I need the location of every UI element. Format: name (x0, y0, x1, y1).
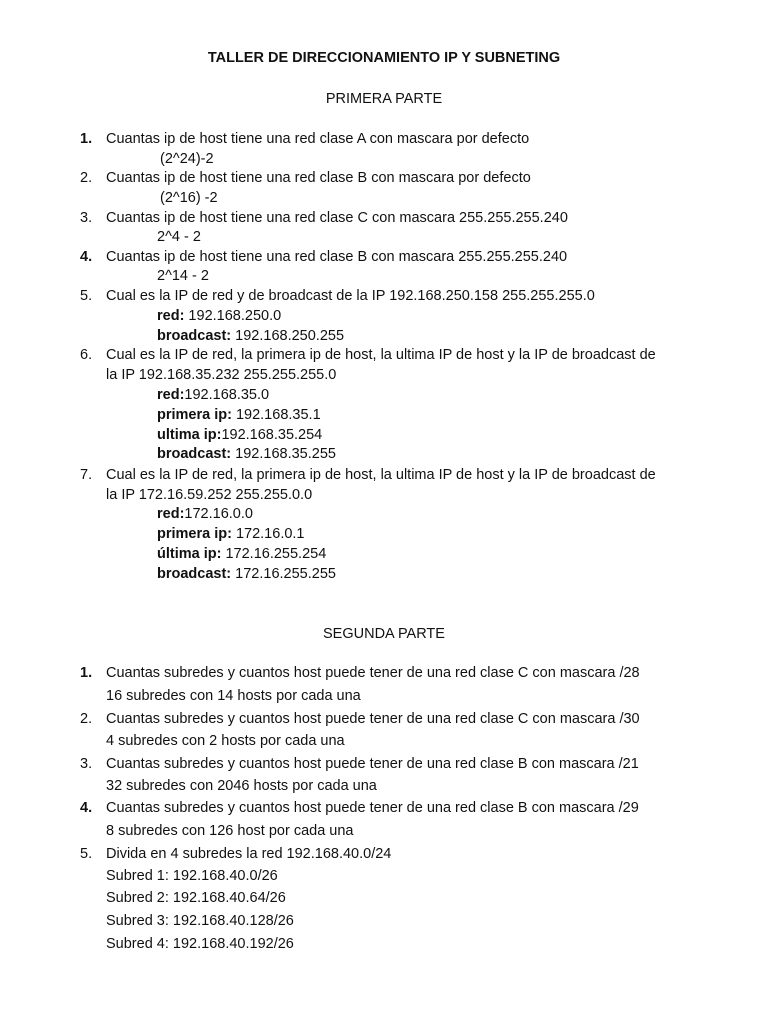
p1-q1-text: Cuantas ip de host tiene una red clase A con mascara por defecto (106, 131, 530, 147)
ultima-ip-value: 172.16.255.254 (221, 546, 327, 562)
p1-q2-text: Cuantas ip de host tiene una red clase B con mascara por defecto (106, 170, 531, 186)
p1-q1-answer: (2^24)-2 (160, 151, 214, 167)
p2-q1-number: 1. (80, 665, 93, 681)
p2-q5-number: 5. (80, 846, 93, 862)
p1-q6-primera-line (157, 407, 321, 423)
red-value: 172.16.0.0 (184, 506, 253, 522)
p1-q6-text-line2: la IP 192.168.35.232 255.255.255.0 (106, 367, 337, 383)
red-label: red: (157, 506, 185, 522)
primera-ip-label: primera ip: (157, 526, 232, 542)
p1-q6-text-line1: Cual es la IP de red, la primera ip de host, la ultima IP de host y la IP de broadcast de (106, 347, 656, 363)
primera-ip-label: primera ip: (157, 407, 232, 423)
p1-q2-answer: (2^16) -2 (160, 190, 218, 206)
p1-q6-number: 6. (80, 347, 93, 363)
ultima-ip-label: ultima ip: (157, 427, 222, 443)
p2-q3-number: 3. (80, 756, 93, 772)
p2-q2-text: Cuantas subredes y cuantos host puede tener de una red clase C con mascara /30 (106, 711, 640, 727)
broadcast-label: broadcast: (157, 328, 232, 344)
p1-q5-red-line (157, 308, 281, 324)
p1-q3-number: 3. (80, 210, 93, 226)
p2-q4-number: 4. (80, 800, 93, 816)
red-value: 192.168.35.0 (184, 387, 270, 403)
p1-q7-ultima-line (157, 546, 326, 562)
p1-q7-broadcast-line (157, 566, 336, 582)
broadcast-value: 192.168.250.255 (231, 328, 345, 344)
p1-q4-number: 4. (80, 249, 93, 265)
broadcast-label: broadcast: (157, 446, 232, 462)
ultima-ip-label: última ip: (157, 546, 222, 562)
p1-q7-red-line (157, 506, 253, 522)
p2-q5-subred2: Subred 2: 192.168.40.64/26 (106, 890, 286, 906)
p2-q2-number: 2. (80, 711, 93, 727)
broadcast-value: 192.168.35.255 (231, 446, 336, 462)
document-title: TALLER DE DIRECCIONAMIENTO IP Y SUBNETING (207, 50, 561, 66)
p1-q5-text: Cual es la IP de red y de broadcast de la IP 192.168.250.158 255.255.255.0 (106, 288, 595, 304)
part1-heading: PRIMERA PARTE (325, 91, 443, 107)
red-value: 192.168.250.0 (184, 308, 282, 324)
broadcast-value: 172.16.255.255 (231, 566, 336, 582)
p2-q1-answer: 16 subredes con 14 hosts por cada una (106, 688, 361, 704)
p1-q5-broadcast-line (157, 328, 344, 344)
p2-q5-subred3: Subred 3: 192.168.40.128/26 (106, 913, 294, 929)
part2-heading: SEGUNDA PARTE (323, 626, 445, 642)
p1-q7-text-line1: Cual es la IP de red, la primera ip de host, la ultima IP de host y la IP de broadcast de (106, 467, 656, 483)
broadcast-label: broadcast: (157, 566, 232, 582)
p1-q7-text-line2: la IP 172.16.59.252 255.255.0.0 (106, 487, 313, 503)
p2-q5-subred1: Subred 1: 192.168.40.0/26 (106, 868, 278, 884)
p1-q6-ultima-line (157, 427, 322, 443)
p1-q6-red-line (157, 387, 269, 403)
p1-q5-number: 5. (80, 288, 93, 304)
p1-q6-broadcast-line (157, 446, 336, 462)
p1-q1-number: 1. (80, 131, 93, 147)
p1-q2-number: 2. (80, 170, 93, 186)
p2-q1-text: Cuantas subredes y cuantos host puede tener de una red clase C con mascara /28 (106, 665, 640, 681)
p1-q3-text: Cuantas ip de host tiene una red clase C con mascara 255.255.255.240 (106, 210, 568, 226)
p2-q4-text: Cuantas subredes y cuantos host puede tener de una red clase B con mascara /29 (106, 800, 639, 816)
p1-q7-number: 7. (80, 467, 93, 483)
p2-q5-subred4: Subred 4: 192.168.40.192/26 (106, 936, 294, 952)
p1-q7-primera-line (157, 526, 305, 542)
p2-q5-text: Divida en 4 subredes la red 192.168.40.0/24 (106, 846, 392, 862)
p1-q3-answer: 2^4 - 2 (157, 229, 201, 245)
primera-ip-value: 192.168.35.1 (231, 407, 321, 423)
ultima-ip-value: 192.168.35.254 (221, 427, 323, 443)
red-label: red: (157, 308, 185, 324)
p2-q3-answer: 32 subredes con 2046 hosts por cada una (106, 778, 377, 794)
primera-ip-value: 172.16.0.1 (231, 526, 305, 542)
p1-q4-text: Cuantas ip de host tiene una red clase B con mascara 255.255.255.240 (106, 249, 568, 265)
p2-q2-answer: 4 subredes con 2 hosts por cada una (106, 733, 345, 749)
red-label: red: (157, 387, 185, 403)
p2-q3-text: Cuantas subredes y cuantos host puede tener de una red clase B con mascara /21 (106, 756, 639, 772)
p1-q4-answer: 2^14 - 2 (157, 268, 209, 284)
p2-q4-answer: 8 subredes con 126 host por cada una (106, 823, 354, 839)
